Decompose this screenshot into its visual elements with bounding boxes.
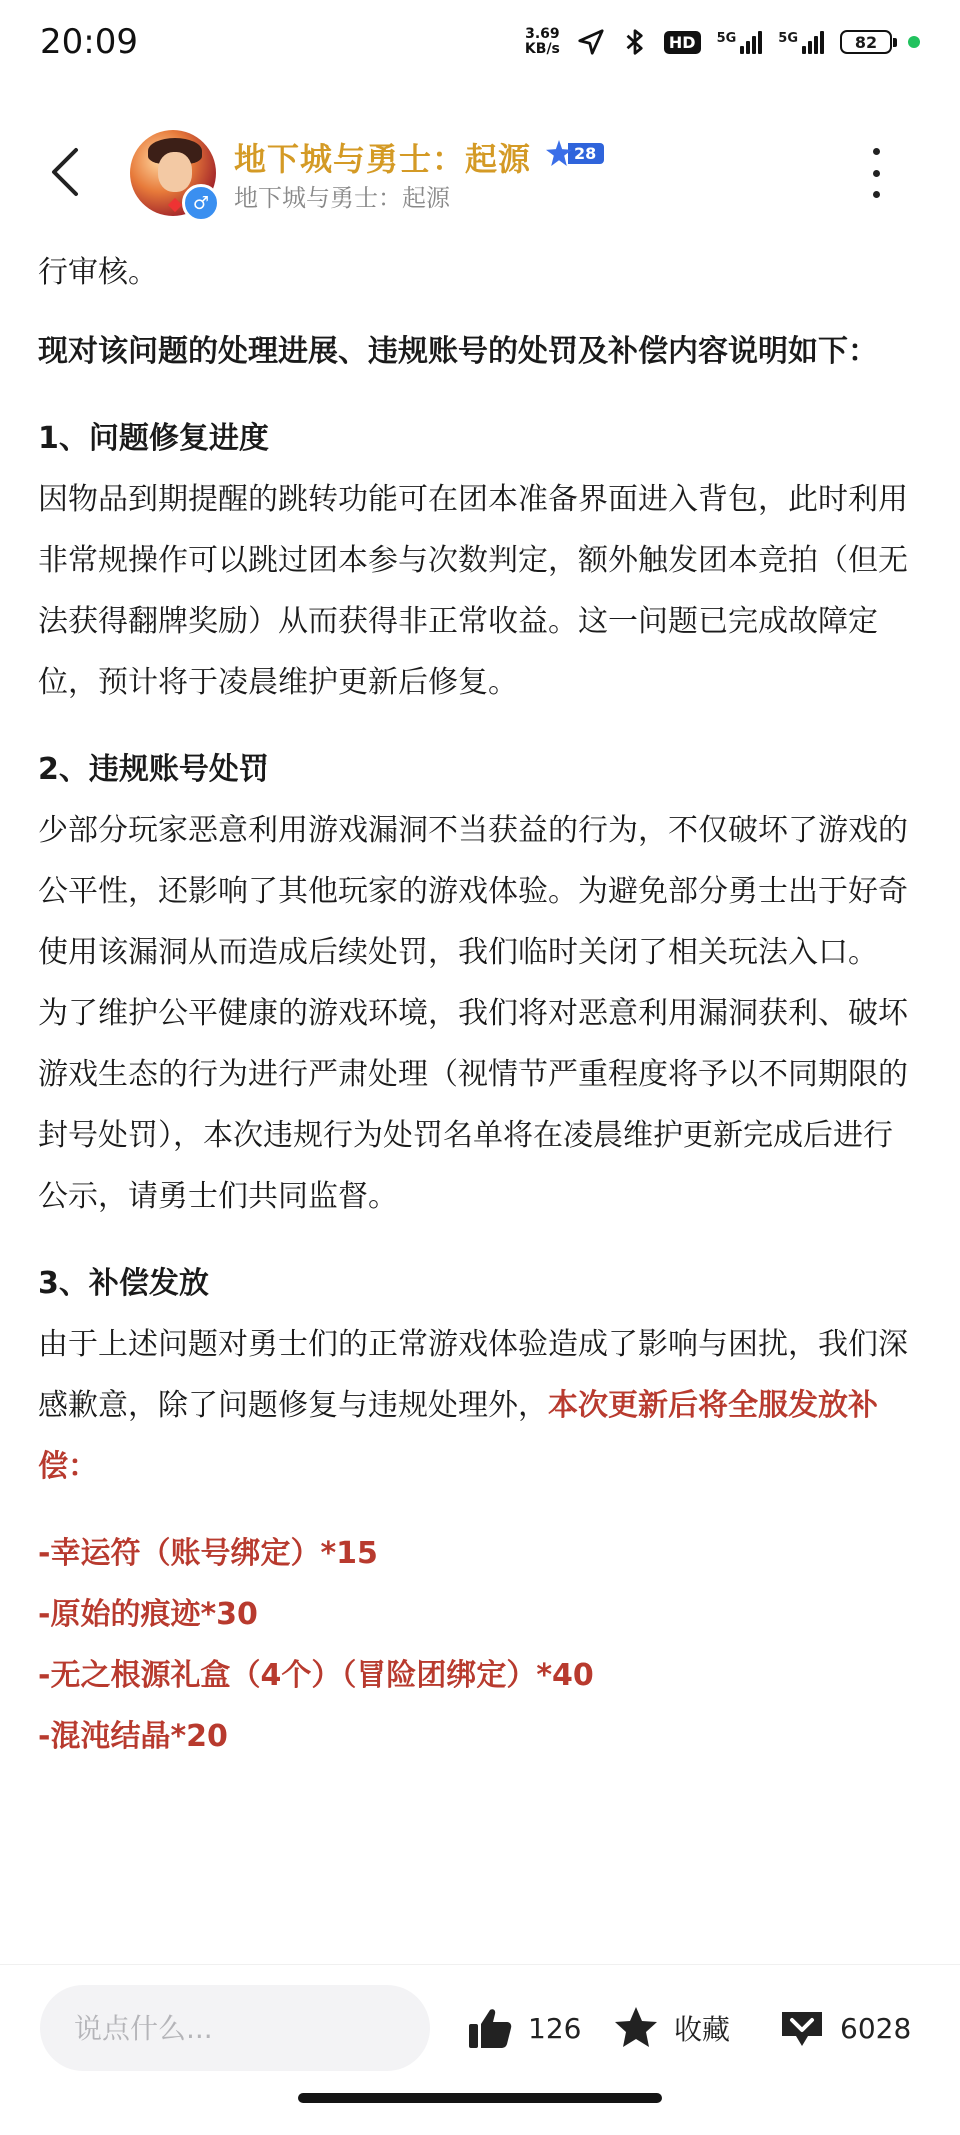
status-icons [525,22,920,62]
section-paragraph: 少部分玩家恶意利用游戏漏洞不当获益的行为，不仅破坏了游戏的公平性，还影响了其他玩家的游戏体验。为避免部分勇士出于好奇使用该漏洞从而造成后续处罚，我们临时关闭了相关玩法入口。 [38,813,908,970]
signal-bar [746,41,750,54]
like-count: 126 [528,2011,582,2045]
channel-name[interactable]: 地下城与勇士：起源 [234,140,532,178]
male-gender-icon: ♂ [182,184,220,222]
section-title: 3、补偿发放 [38,1266,209,1301]
more-dot [873,191,880,198]
reward-item: -原始的痕迹*30 [38,1597,258,1632]
level-badge: 28 [546,140,604,166]
signal-icon: 5G [778,31,824,54]
reward-list [38,1523,920,1767]
share-icon [778,2004,826,2052]
section-title: 1、问题修复进度 [38,421,269,456]
lead-statement: 现对该问题的处理进展、违规账号的处罚及补偿内容说明如下： [38,334,878,369]
thumbs-up-icon [466,2004,514,2052]
clock: 20:09 [40,22,138,62]
article-body [38,242,920,1767]
signal-bar [808,41,812,54]
section-title: 2、违规账号处罚 [38,752,269,787]
share-count: 6028 [840,2011,912,2045]
signal-bar [814,36,818,54]
section-paragraph: 由于上述问题对勇士们的正常游戏体验造成了影响与困扰，我们深感歉意，除了问题修复与违规处理外，本次更新后将全服发放补偿： [38,1327,908,1484]
reward-item: -混沌结晶*20 [38,1719,228,1754]
home-indicator[interactable] [298,2093,662,2103]
chevron-left-icon [46,146,86,198]
signal-bar [820,31,824,54]
location-arrow-icon [576,27,606,57]
hd-voice-icon: HD [664,31,701,54]
section-paragraph: 为了维护公平健康的游戏环境，我们将对恶意利用漏洞获利、破坏游戏生态的行为进行严肃处理（视情节严重程度将予以不同期限的封号处罚），本次违规行为处罚名单将在凌晨维护更新完成后进行公示，请勇士们共同监督。 [38,996,908,1214]
comment-input[interactable] [40,1985,430,2071]
battery-icon: 82 [840,30,892,54]
more-dot [873,148,880,155]
network-speed: 3.69 KB/s [524,26,560,57]
reward-item: -无之根源礼盒（4个）（冒险团绑定）*40 [38,1658,594,1693]
signal-bar [740,46,744,54]
like-button[interactable] [466,1995,581,2061]
privacy-indicator-dot [908,36,920,48]
intro-tail: 行审核。 [38,255,158,290]
share-button[interactable] [778,1995,911,2061]
bluetooth-icon [622,27,648,57]
signal-bar [752,36,756,54]
more-dot [873,170,880,177]
signal-bar [758,31,762,54]
content-fade [0,1930,960,1966]
bottom-action-bar [0,1964,960,2135]
favorite-label: 收藏 [674,2013,731,2046]
status-bar [0,0,960,90]
section-paragraph: 因物品到期提醒的跳转功能可在团本准备界面进入背包，此时利用非常规操作可以跳过团本参与次数判定，额外触发团本竞拍（但无法获得翻牌奖励）从而获得非正常收益。这一问题已完成故障定位，预计将于凌晨维护更新后修复。 [38,482,908,700]
signal-icon: 5G [717,31,763,54]
post-header [0,118,960,228]
more-options-button[interactable] [866,148,886,198]
channel-subtitle: 地下城与勇士：起源 [234,184,450,212]
favorite-button[interactable] [612,1995,730,2061]
back-button[interactable] [46,146,86,198]
signal-bar [802,46,806,54]
reward-item: -幸运符（账号绑定）*15 [38,1536,378,1571]
star-icon [612,2004,660,2052]
highlighted-text: 本次更新后将全服发放补偿： [38,1388,878,1484]
